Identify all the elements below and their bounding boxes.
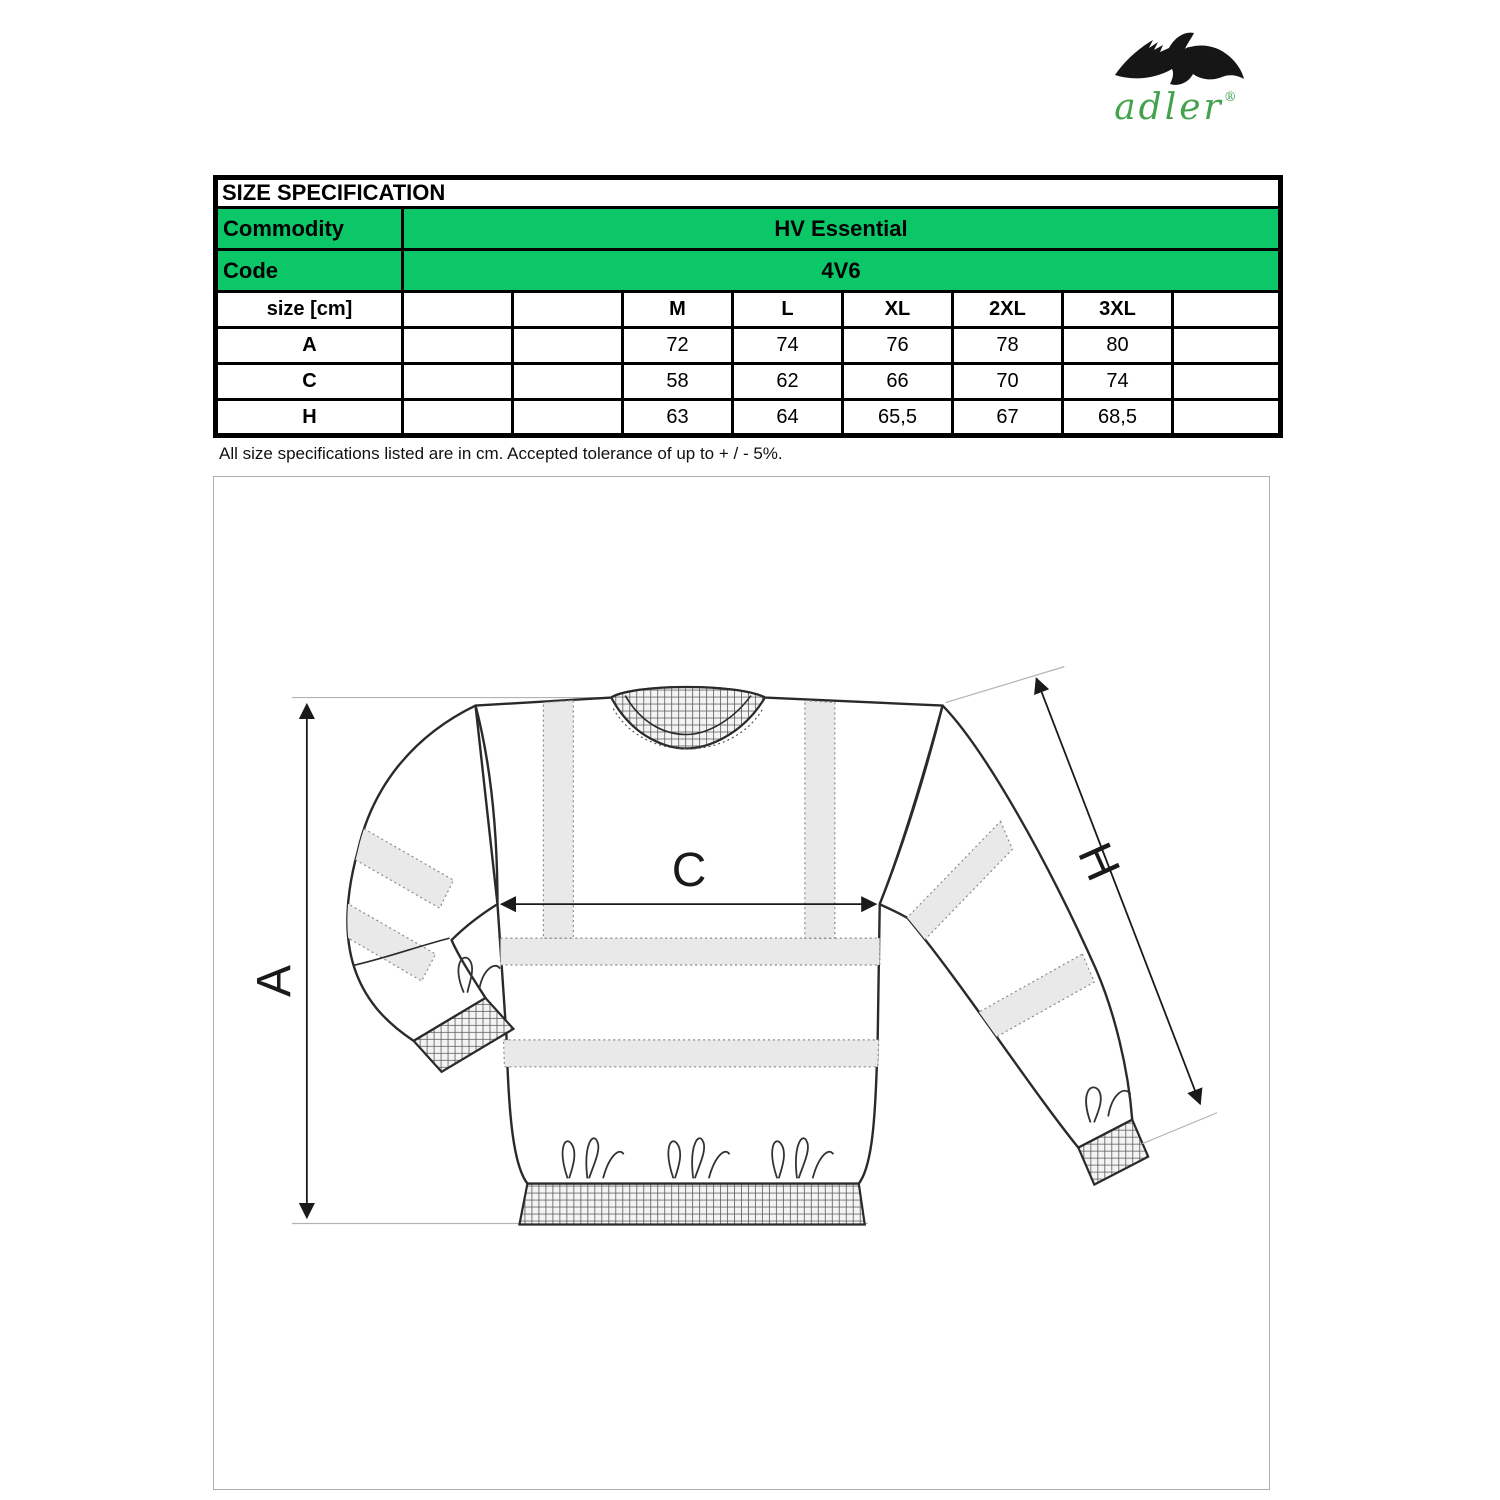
measurement-row-c	[216, 364, 1281, 400]
commodity-row	[216, 208, 1281, 250]
measurement-cell: 64	[733, 400, 843, 436]
chest-stripe-lower	[503, 1040, 878, 1067]
commodity-label: Commodity	[216, 208, 403, 250]
size-column	[1173, 292, 1281, 328]
measurement-cell	[513, 364, 623, 400]
brand-wordmark	[1093, 87, 1258, 128]
shoulder-stripe-left	[543, 701, 573, 939]
h-extension-top	[946, 667, 1065, 703]
measurement-cell	[513, 400, 623, 436]
shoulder-stripe-right	[805, 701, 835, 939]
measurement-cell: 62	[733, 364, 843, 400]
brand-logo	[1093, 22, 1258, 126]
measurement-cell	[1173, 364, 1281, 400]
code-label: Code	[216, 250, 403, 292]
dimension-label-a: A	[247, 965, 301, 997]
measurement-cell: 74	[733, 328, 843, 364]
h-extension-bottom	[1142, 1113, 1217, 1144]
measurement-row-h	[216, 400, 1281, 436]
tolerance-footnote: All size specifications listed are in cm. Accepted tolerance of up to + / - 5%.	[219, 444, 783, 463]
size-column-m: M	[623, 292, 733, 328]
measurement-cell: 72	[623, 328, 733, 364]
measurement-cell: 67	[953, 400, 1063, 436]
measurement-cell	[1173, 400, 1281, 436]
brand-name: adler	[1114, 87, 1224, 128]
measurement-row-a	[216, 328, 1281, 364]
size-column-2xl: 2XL	[953, 292, 1063, 328]
measurement-label: A	[216, 328, 403, 364]
measurement-cell: 63	[623, 400, 733, 436]
dimension-label-c: C	[671, 844, 707, 898]
measurement-cell: 74	[1063, 364, 1173, 400]
eagle-logo-icon	[1101, 22, 1251, 94]
hem-band	[519, 1184, 864, 1225]
garment-drawing-box	[213, 476, 1270, 1490]
chest-stripe-upper	[500, 938, 879, 965]
registered-mark: ®	[1223, 90, 1237, 105]
measurement-cell	[1173, 328, 1281, 364]
code-row	[216, 250, 1281, 292]
table-title-row	[216, 178, 1281, 208]
table-title: SIZE SPECIFICATION	[216, 178, 1281, 208]
size-column-3xl: 3XL	[1063, 292, 1173, 328]
size-specification-table	[213, 175, 1283, 438]
measurement-cell: 80	[1063, 328, 1173, 364]
size-header-label: size [cm]	[216, 292, 403, 328]
measurement-cell	[403, 400, 513, 436]
measurement-cell: 76	[843, 328, 953, 364]
size-column	[513, 292, 623, 328]
measurement-cell: 70	[953, 364, 1063, 400]
size-column-l: L	[733, 292, 843, 328]
dimension-label-h: H	[1067, 835, 1130, 889]
measurement-cell: 68,5	[1063, 400, 1173, 436]
commodity-value: HV Essential	[403, 208, 1281, 250]
code-value: 4V6	[403, 250, 1281, 292]
size-header-row	[216, 292, 1281, 328]
measurement-label: C	[216, 364, 403, 400]
size-column	[403, 292, 513, 328]
measurement-label: H	[216, 400, 403, 436]
measurement-cell	[403, 328, 513, 364]
measurement-cell	[403, 364, 513, 400]
measurement-cell: 65,5	[843, 400, 953, 436]
measurement-cell: 66	[843, 364, 953, 400]
measurement-cell	[513, 328, 623, 364]
measurement-cell: 58	[623, 364, 733, 400]
measurement-cell: 78	[953, 328, 1063, 364]
size-column-xl: XL	[843, 292, 953, 328]
sweatshirt-technical-drawing	[214, 477, 1269, 1489]
